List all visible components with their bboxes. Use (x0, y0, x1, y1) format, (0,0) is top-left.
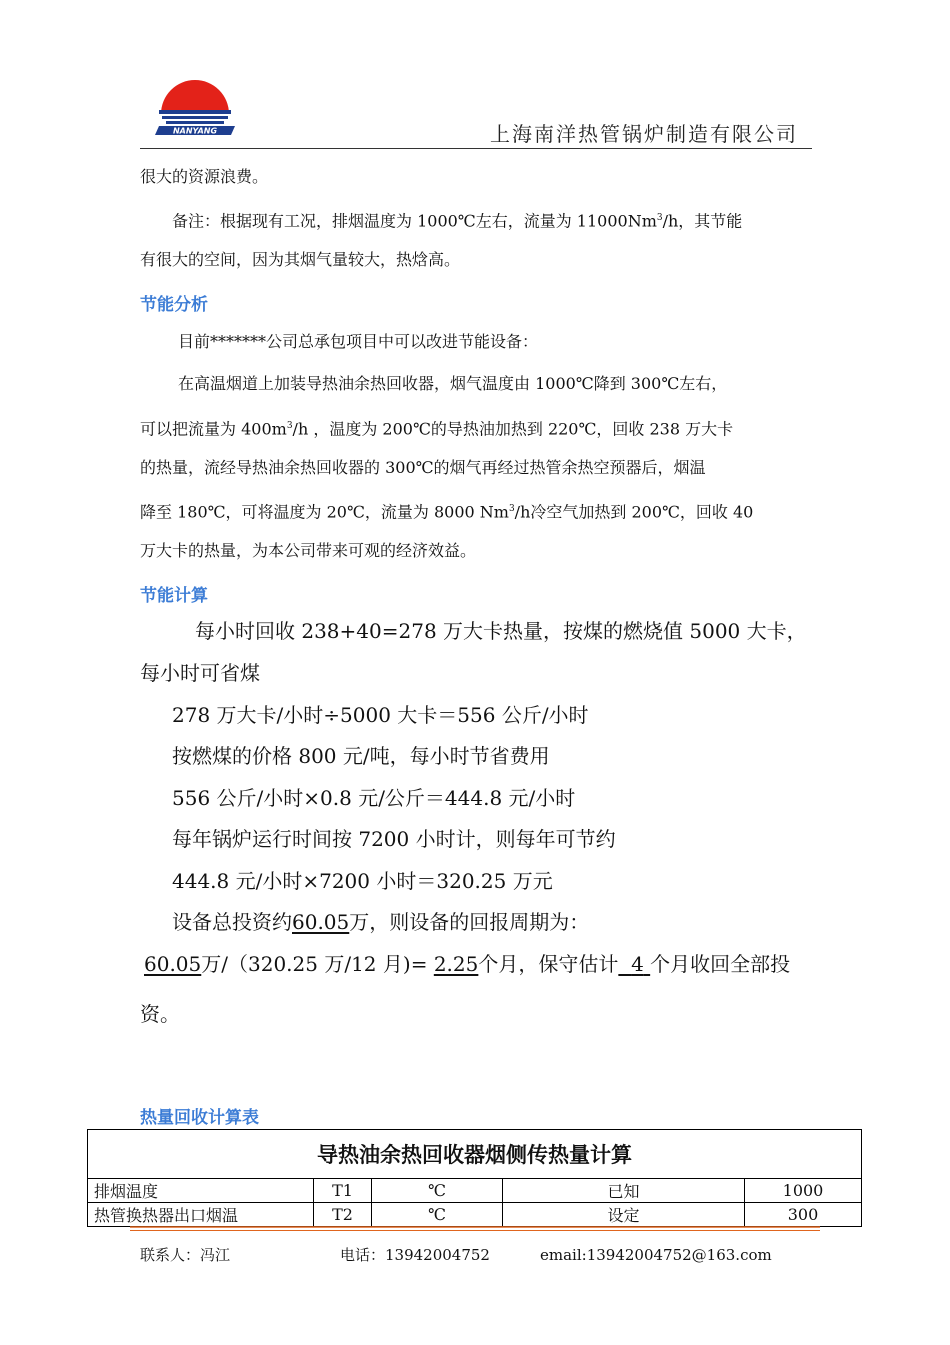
footer-email: email:13942004752@163.com (540, 1246, 772, 1264)
calc-line-10: 资。 (140, 1002, 180, 1026)
cell-name: 排烟温度 (88, 1179, 314, 1203)
footer-phone: 电话：13942004752 (340, 1246, 490, 1264)
cell-symbol: T2 (314, 1203, 372, 1227)
table-row (88, 1179, 862, 1203)
analysis-line-6: 万大卡的热量，为本公司带来可观的经济效益。 (140, 541, 477, 560)
cell-unit: ℃ (372, 1179, 503, 1203)
analysis-line-3: 可以把流量为 $400m^3/h$ ，温度为 200℃的导热油加热到 220℃，回收 238 万大卡 (140, 419, 734, 439)
calc-line-7: 444.8 元/小时×7200 小时＝320.25 万元 (172, 869, 553, 893)
footer-contact: 联系人：冯江 (140, 1246, 231, 1264)
footer (140, 1244, 772, 1265)
table-row (88, 1203, 862, 1227)
heading-energy-calc: 节能计算 (140, 586, 208, 606)
heading-heat-table: 热量回收计算表 (140, 1108, 259, 1128)
nanyang-logo (155, 72, 235, 138)
analysis-line-4: 的热量，流经导热油余热回收器的 300℃的烟气再经过热管余热空预器后，烟温 (140, 458, 706, 477)
table-title: 导热油余热回收器烟侧传热量计算 (88, 1130, 862, 1179)
note-line-1: 备注：根据现有工况，排烟温度为 1000℃左右，流量为 11000Nm$^3$/h，其节能 (172, 211, 743, 231)
calc-line-2: 每小时可省煤 (140, 661, 260, 685)
paragraph-waste: 很大的资源浪费。 (140, 167, 269, 186)
cell-unit: ℃ (372, 1203, 503, 1227)
cell-source: 已知 (503, 1179, 745, 1203)
calc-line-3: 278 万大卡/小时÷5000 大卡＝556 公斤/小时 (172, 703, 589, 727)
calc-line-6: 每年锅炉运行时间按 7200 小时计，则每年可节约 (172, 827, 616, 851)
analysis-line-2: 在高温烟道上加装导热油余热回收器，烟气温度由 1000℃降到 300℃左右， (178, 374, 728, 393)
calc-line-8: 设备总投资约60.05万，则设备的回报周期为： (172, 910, 590, 934)
calc-line-1: 每小时回收 238+40=278 万大卡热量，按煤的燃烧值 5000 大卡， (195, 619, 807, 643)
note-line-2: 有很大的空间，因为其烟气量较大，热焓高。 (140, 250, 461, 269)
calc-line-9: 60.05万/（320.25 万/12 月)= 2.25个月，保守估计 4 个月收回全部投 (144, 952, 791, 976)
analysis-line-5: 降至 180℃，可将温度为 20℃，流量为 8000 Nm$^3$/h冷空气加热到 200℃，回收 40 (140, 502, 754, 522)
cell-value: 1000 (745, 1179, 862, 1203)
logo-text: NANYANG (172, 126, 218, 136)
heat-calc-table (87, 1129, 862, 1227)
header-divider (140, 148, 812, 149)
calc-line-5: 556 公斤/小时×0.8 元/公斤＝444.8 元/小时 (172, 786, 576, 810)
calc-line-4: 按燃煤的价格 800 元/吨，每小时节省费用 (172, 744, 550, 768)
cell-symbol: T1 (314, 1179, 372, 1203)
cell-value: 300 (745, 1203, 862, 1227)
footer-accent-lines (130, 1226, 820, 1232)
heading-energy-analysis: 节能分析 (140, 295, 208, 315)
cell-name: 热管换热器出口烟温 (88, 1203, 314, 1227)
analysis-line-1: 目前*******公司总承包项目中可以改进节能设备： (178, 332, 539, 351)
cell-source: 设定 (503, 1203, 745, 1227)
company-name: 上海南洋热管锅炉制造有限公司 (490, 122, 798, 146)
